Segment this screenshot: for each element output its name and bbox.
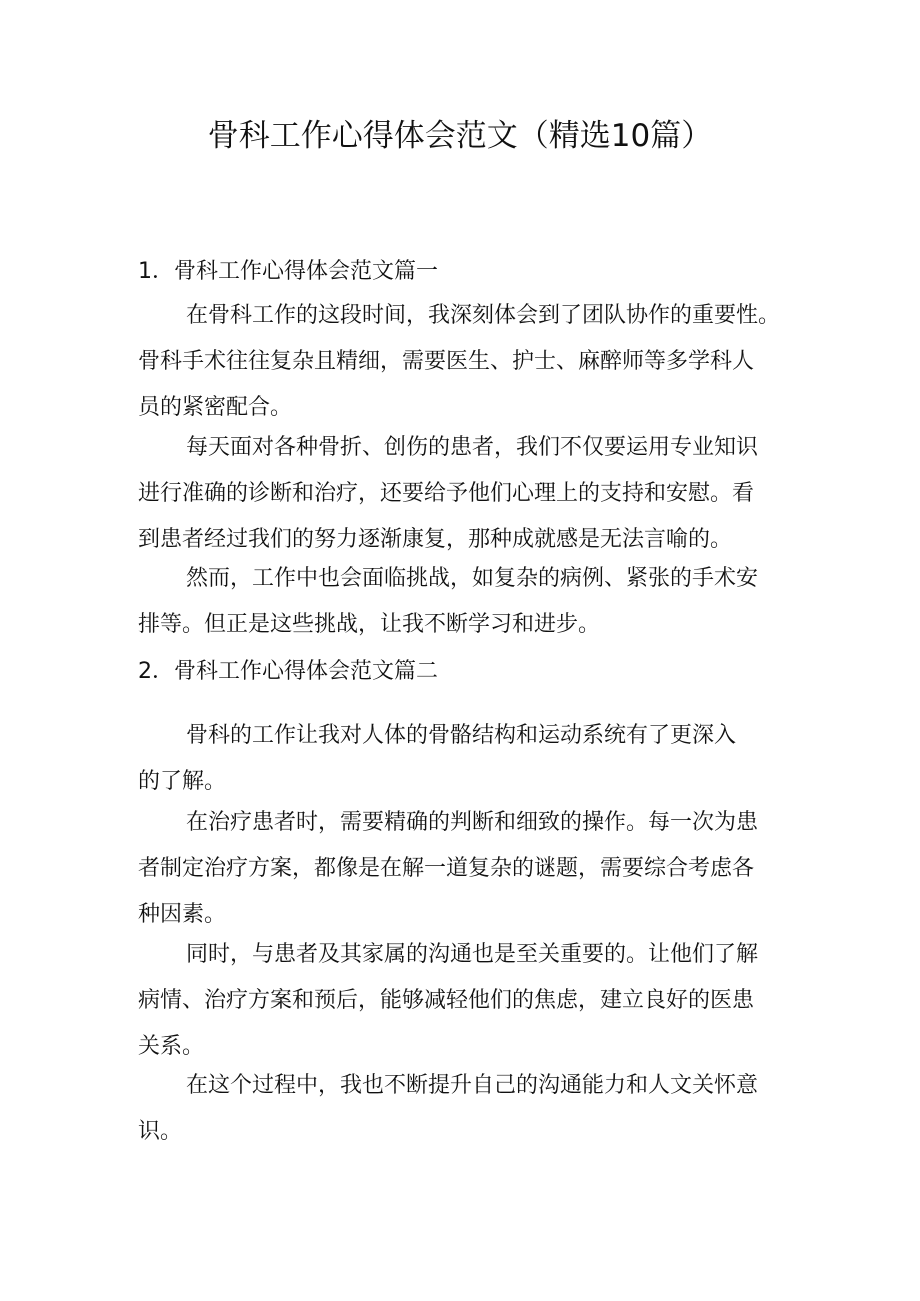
paragraph-line: 进行准确的诊断和治疗，还要给予他们心理上的支持和安慰。看 [138, 481, 755, 506]
document-title: 骨科工作心得体会范文（精选10篇） [207, 118, 713, 154]
section-2-paragraph-3 [138, 932, 784, 1070]
paragraph-line: 骨科手术往往复杂且精细，需要医生、护士、麻醉师等多学科人 [138, 349, 755, 374]
paragraph-line: 识。 [138, 1119, 183, 1144]
section-heading-1: 1．骨科工作心得体会范文篇一 [138, 259, 438, 284]
paragraph-line: 关系。 [138, 1034, 205, 1059]
paragraph-line: 种因素。 [138, 902, 227, 927]
section-1-paragraph-1 [138, 293, 784, 431]
paragraph-line: 在这个过程中，我也不断提升自己的沟通能力和人文关怀意 [186, 1073, 759, 1098]
paragraph-line: 每天面对各种骨折、创伤的患者，我们不仅要运用专业知识 [186, 435, 759, 460]
section-2-paragraph-2 [138, 800, 784, 938]
section-1-paragraph-2 [138, 425, 784, 563]
paragraph-line: 病情、治疗方案和预后，能够减轻他们的焦虑，建立良好的医患 [138, 988, 755, 1013]
paragraph-line: 同时，与患者及其家属的沟通也是至关重要的。让他们了解 [186, 942, 759, 967]
paragraph-line: 者制定治疗方案，都像是在解一道复杂的谜题，需要综合考虑各 [138, 856, 755, 881]
paragraph-line: 的了解。 [138, 769, 227, 794]
paragraph-line: 骨科的工作让我对人体的骨骼结构和运动系统有了更深入 [186, 723, 737, 748]
paragraph-line: 员的紧密配合。 [138, 395, 293, 420]
section-2-paragraph-4 [138, 1063, 784, 1155]
paragraph-line: 在骨科工作的这段时间，我深刻体会到了团队协作的重要性。 [186, 303, 781, 328]
paragraph-line: 在治疗患者时，需要精确的判断和细致的操作。每一次为患 [186, 810, 759, 835]
section-2-paragraph-1 [138, 713, 784, 805]
paragraph-line: 然而，工作中也会面临挑战，如复杂的病例、紧张的手术安 [186, 566, 759, 591]
paragraph-line: 到患者经过我们的努力逐渐康复，那种成就感是无法言喻的。 [138, 527, 733, 552]
section-heading-2: 2．骨科工作心得体会范文篇二 [138, 659, 438, 684]
paragraph-line: 排等。但正是这些挑战，让我不断学习和进步。 [138, 612, 601, 637]
section-1-paragraph-3 [138, 556, 784, 648]
